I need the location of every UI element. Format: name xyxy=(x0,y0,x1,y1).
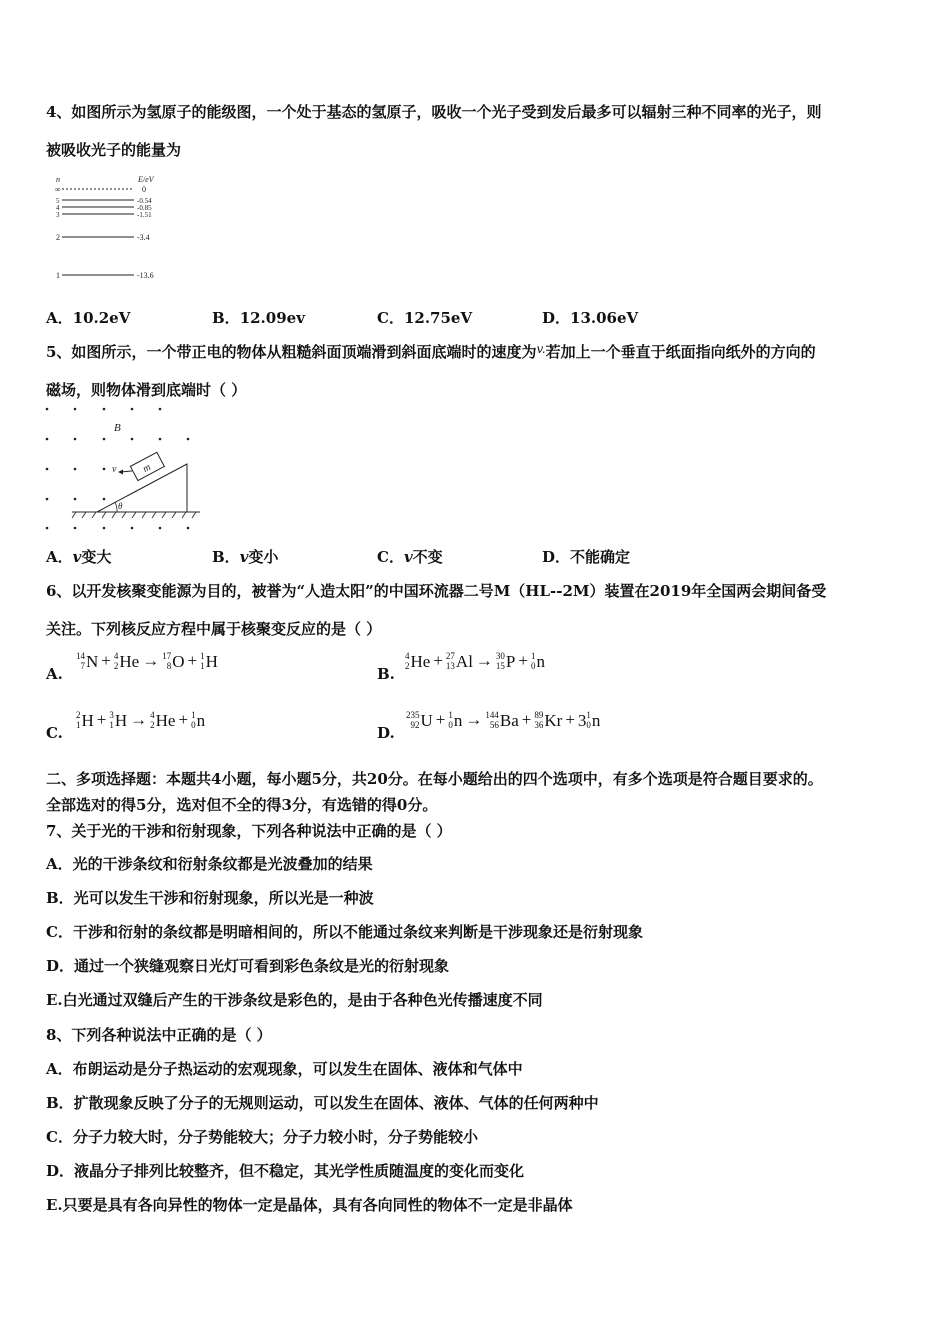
q8-option-d[interactable]: D．液晶分子排列比较整齐，但不稳定，其光学性质随温度的变化而变化 xyxy=(46,1162,525,1180)
level-e-2: -3.4 xyxy=(137,233,150,242)
q7-option-d[interactable]: D．通过一个狭缝观察日光灯可看到彩色条纹是光的衍射现象 xyxy=(46,957,450,975)
nuclide: 14 7 N xyxy=(76,651,99,672)
nuclide: 89 36 Kr xyxy=(534,710,563,731)
option-label: A． xyxy=(46,309,73,327)
level-n-1: 1 xyxy=(56,271,60,280)
q5-option-b[interactable] xyxy=(212,546,278,567)
nuclide: 4 2 He xyxy=(405,651,431,672)
block xyxy=(130,452,164,480)
mass-label: m xyxy=(141,461,153,475)
level-n-2: 2 xyxy=(56,233,60,242)
e-header: E/eV xyxy=(138,175,154,184)
nuclide: 4 2 He xyxy=(150,710,176,731)
level-e-3: -1.51 xyxy=(137,211,152,219)
option-text: 变小 xyxy=(248,548,279,566)
q5-option-d[interactable] xyxy=(542,546,630,567)
nuclide: 2 1 H xyxy=(76,710,94,731)
q5-option-c[interactable] xyxy=(377,546,443,567)
n-header: n xyxy=(56,175,60,184)
q4-option-a[interactable] xyxy=(46,307,130,328)
option-var: v xyxy=(239,548,249,566)
option-text: 10.2eV xyxy=(72,309,131,327)
q8-option-c[interactable]: C．分子力较大时，分子势能较大；分子力较小时，分子势能较小 xyxy=(46,1128,478,1146)
q4-option-c[interactable] xyxy=(377,307,472,328)
angle-label: θ xyxy=(118,501,123,511)
level-e-5: -0.54 xyxy=(137,197,152,205)
q6-option-c-label[interactable]: C. xyxy=(46,724,63,742)
q6-option-d-label[interactable]: D. xyxy=(377,724,395,742)
q8-option-b[interactable]: B．扩散现象反映了分子的无规则运动，可以发生在固体、液体、气体的任何两种中 xyxy=(46,1094,599,1112)
q6-option-b-label[interactable]: B. xyxy=(377,665,395,683)
option-label: D． xyxy=(542,548,571,566)
q5-stem-line2: 磁场，则物体滑到底端时（ ） xyxy=(46,381,247,399)
level-n-4: 4 xyxy=(56,204,60,212)
level-n-3: 3 xyxy=(56,211,60,219)
q7-option-c[interactable]: C．干涉和衍射的条纹都是明暗相间的，所以不能通过条纹来判断是干涉现象还是衍射现象 xyxy=(46,923,643,941)
nuclide: 3 1 0 n xyxy=(577,710,601,731)
nuclide: 144 56 Ba xyxy=(485,710,519,731)
q6-equation-c[interactable]: 2 1 H + 3 1 H → 4 2 He + 1 0 n xyxy=(76,710,206,731)
option-var: v xyxy=(72,548,82,566)
velocity-symbol: v. xyxy=(536,342,546,356)
nuclide: 3 1 H xyxy=(109,710,128,731)
velocity-label: v xyxy=(112,464,117,475)
q7-option-b[interactable]: B．光可以发生干涉和衍射现象，所以光是一种波 xyxy=(46,889,374,907)
q8-option-a[interactable]: A．布朗运动是分子热运动的宏观现象，可以发生在固体、液体和气体中 xyxy=(46,1060,523,1078)
option-label: D． xyxy=(542,309,571,327)
option-text: 13.06eV xyxy=(570,309,639,327)
option-text: 不能确定 xyxy=(570,548,631,566)
q4-stem-line2: 被吸收光子的能量为 xyxy=(46,141,182,159)
option-label: B． xyxy=(212,309,240,327)
option-label: C． xyxy=(377,548,404,566)
velocity-arrowhead xyxy=(118,470,123,475)
field-label-b: B xyxy=(114,422,121,434)
q6-stem-line2: 关注。下列核反应方程中属于核聚变反应的是（ ） xyxy=(46,620,382,638)
nuclide: 1 0 n xyxy=(448,710,463,731)
nuclide: 1 0 n xyxy=(530,651,545,672)
nuclide: 4 2 He xyxy=(113,651,140,672)
level-e-1: -13.6 xyxy=(137,271,154,280)
nuclide: 17 8 O xyxy=(162,651,185,672)
option-text: 12.09ev xyxy=(239,309,305,327)
q8-option-e[interactable]: E.只要是具有各向异性的物体一定是晶体，具有各向同性的物体不一定是非晶体 xyxy=(46,1196,573,1214)
q7-option-a[interactable]: A．光的干涉条纹和衍射条纹都是光波叠加的结果 xyxy=(46,855,373,873)
option-label: B． xyxy=(212,548,240,566)
option-label: A． xyxy=(46,548,73,566)
option-label: C． xyxy=(377,309,404,327)
nuclide: 1 1 H xyxy=(200,651,218,672)
q8-stem: 8、下列各种说法中正确的是（ ） xyxy=(46,1026,272,1044)
q6-option-a-label[interactable]: A. xyxy=(46,665,63,683)
q5-stem-line1 xyxy=(46,341,816,362)
incline-magnetic-field-diagram xyxy=(42,402,207,532)
level-n-5: 5 xyxy=(56,197,60,205)
angle-arc xyxy=(115,502,117,512)
q6-equation-d[interactable]: 235 92 U + 1 0 n → 144 56 Ba + 89 36 Kr + 3 1 0 n xyxy=(406,710,601,731)
q6-equation-a[interactable]: 14 7 N + 4 2 He → 17 8 O + 1 1 H xyxy=(76,651,218,672)
q4-option-b[interactable] xyxy=(212,307,305,328)
q4-option-d[interactable] xyxy=(542,307,638,328)
energy-level-diagram xyxy=(50,172,180,287)
nuclide: 27 13 Al xyxy=(445,651,473,672)
q4-stem-line1: 4、如图所示为氢原子的能级图，一个处于基态的氢原子，吸收一个光子受到发后最多可以辐射三种不同率的光子，则 xyxy=(46,103,822,121)
nuclide: 235 92 U xyxy=(406,710,433,731)
q6-equation-b[interactable]: 4 2 He + 27 13 Al → 30 15 P + 1 0 n xyxy=(405,651,545,672)
q7-stem: 7、关于光的干涉和衍射现象，下列各种说法中正确的是（ ） xyxy=(46,822,452,840)
option-text: 不变 xyxy=(412,548,443,566)
q5-option-a[interactable] xyxy=(46,546,111,567)
q6-stem-line1: 6、以开发核聚变能源为目的，被誉为“人造太阳”的中国环流器二号M（HL--2M）装置在2019年全国两会期间备受 xyxy=(46,582,827,600)
option-text: 12.75eV xyxy=(403,309,473,327)
option-var: v xyxy=(403,548,413,566)
ground-hatch xyxy=(72,512,196,518)
section2-header-line2: 全部选对的得5分，选对但不全的得3分，有选错的得0分。 xyxy=(46,796,438,814)
section2-header-line1: 二、多项选择题：本题共4小题，每小题5分，共20分。在每小题给出的四个选项中，有多个选项是符合题目要求的。 xyxy=(46,770,823,788)
level-e-inf: 0 xyxy=(142,185,146,194)
nuclide: 30 15 P xyxy=(495,651,516,672)
level-n-inf: ∞ xyxy=(55,185,61,194)
option-text: 变大 xyxy=(81,548,112,566)
q5-stem-part2: 若加上一个垂直于纸面指向纸外的方向的 xyxy=(545,343,816,361)
q5-stem-part1: 5、如图所示，一个带正电的物体从粗糙斜面顶端滑到斜面底端时的速度为 xyxy=(46,343,537,361)
q7-option-e[interactable]: E.白光通过双缝后产生的干涉条纹是彩色的，是由于各种色光传播速度不同 xyxy=(46,991,543,1009)
nuclide: 1 0 n xyxy=(191,710,206,731)
level-e-4: -0.85 xyxy=(137,204,152,212)
